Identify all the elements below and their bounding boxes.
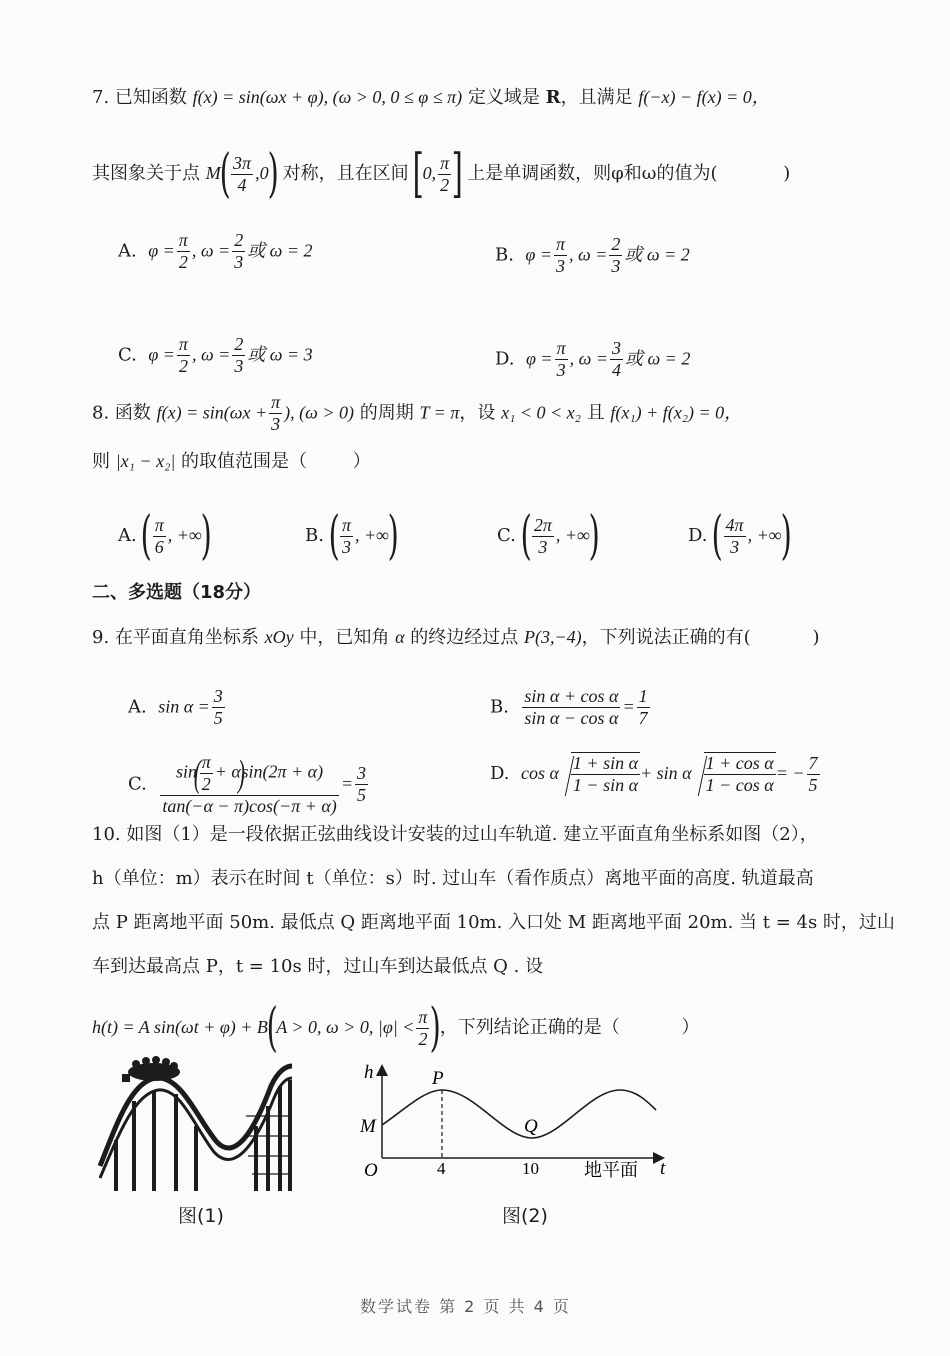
- q10-line4: 车到达最高点 P，t = 10s 时，过山车到达最低点 Q . 设: [92, 956, 544, 977]
- q8-option-b[interactable]: B. ( $\frac{\pi}{3}$ , +∞): [305, 506, 399, 566]
- sine-curve: [382, 1090, 656, 1138]
- point-p-label: P: [432, 1068, 444, 1089]
- q7-line2: 其图象关于点 M( $\frac{3\pi}{4}$ ,0) 对称，且在区间 [0, $\frac{\pi}{2}$ ] 上是单调函数，则φ和ω的值为( ): [92, 144, 791, 204]
- point-q-label: Q: [524, 1116, 538, 1137]
- h-axis-label: h: [364, 1062, 374, 1083]
- page-footer: 数学试卷 第 2 页 共 4 页: [360, 1297, 571, 1316]
- q10-line5: h(t) = A sin(ωt + φ) + B(A > 0, ω > 0, |φ| < $\frac{\pi}{2}$ )，下列结论正确的是（ ）: [92, 998, 700, 1058]
- x-tick-4: 4: [437, 1159, 446, 1178]
- section-heading: 二、多选题（18分）: [92, 582, 262, 603]
- q8-line2: 则 |x₁ − x₂| 的取值范围是（ ）: [92, 451, 371, 472]
- q8-option-a[interactable]: A. ( $\frac{\pi}{6}$ , +∞): [118, 506, 212, 566]
- q9-option-d[interactable]: D. cos α $\frac{\text{1 + sin α}}{\text{1 − sin α}}$ + sin α $\frac{\text{1 + cos α}}{\text{1 − cos α}}$ = − $\frac{7}{5}$: [490, 752, 818, 795]
- q10-line3: 点 P 距离地平面 50m. 最低点 Q 距离地平面 10m. 入口处 M 距离地平面 20m. 当 t = 4s 时，过山: [92, 912, 895, 933]
- q8-option-d[interactable]: D. ( $\frac{4\pi}{3}$ , +∞): [688, 506, 792, 566]
- x-tick-10: 10: [522, 1159, 539, 1178]
- q10-line2: h（单位：m）表示在时间 t（单位：s）时. 过山车（看作质点）离地平面的高度. 轨道最高: [92, 868, 814, 889]
- q10-line1: 10. 如图（1）是一段依据正弦曲线设计安装的过山车轨道. 建立平面直角坐标系如图（2），: [92, 824, 818, 845]
- roller-coaster-figure: [96, 1056, 296, 1191]
- q8-line1: 8. 函数 f(x) = sin(ωx + $\frac{\pi}{3}$ ), (ω > 0) 的周期 T = π，设 x₁ < 0 < x₂ 且 f(x₁) + f(x₂) = 0，: [92, 392, 743, 434]
- q7-option-a[interactable]: A. φ = $\frac{\pi}{2}$ , ω = $\frac{2}{3}$ 或 ω = 2: [118, 230, 313, 272]
- figure-2-caption: 图(2): [502, 1205, 548, 1227]
- q9-option-a[interactable]: A. sin α = $\frac{3}{5}$: [128, 686, 223, 728]
- sine-graph-figure: [334, 1060, 674, 1185]
- q9-option-c[interactable]: C. sin( $\frac{\pi}{2}$ + α)sin(2π + α) tan(−α − π)cos(−π + α) = $\frac{3}{5}$: [128, 752, 366, 816]
- q7-option-d[interactable]: D. φ = $\frac{\pi}{3}$ , ω = $\frac{3}{4}$ 或 ω = 2: [495, 338, 691, 380]
- q7-line1: 7. 已知函数 f(x) = sin(ωx + φ), (ω > 0, 0 ≤ φ ≤ π) 定义域是 R，且满足 f(−x) − f(x) = 0，: [92, 87, 770, 108]
- origin-label: O: [364, 1160, 378, 1181]
- ground-label: 地平面: [584, 1160, 638, 1181]
- t-axis-label: t: [660, 1158, 666, 1179]
- q9-line1: 9. 在平面直角坐标系 xOy 中，已知角 α 的终边经过点 P(3,−4)，下列说法正确的有( ): [92, 627, 820, 648]
- q9-option-b[interactable]: B. $\frac{\text{sin α + cos α}}{\text{sin α − cos α}}$ = $\frac{1}{7}$: [490, 686, 648, 728]
- figure-1-caption: 图(1): [178, 1205, 224, 1227]
- point-m-label: M: [360, 1116, 376, 1137]
- q7-option-c[interactable]: C. φ = $\frac{\pi}{2}$ , ω = $\frac{2}{3}$ 或 ω = 3: [118, 334, 313, 376]
- q8-option-c[interactable]: C. ( $\frac{2\pi}{3}$ , +∞): [497, 506, 600, 566]
- q7-option-b[interactable]: B. φ = $\frac{\pi}{3}$ , ω = $\frac{2}{3}$ 或 ω = 2: [495, 234, 690, 276]
